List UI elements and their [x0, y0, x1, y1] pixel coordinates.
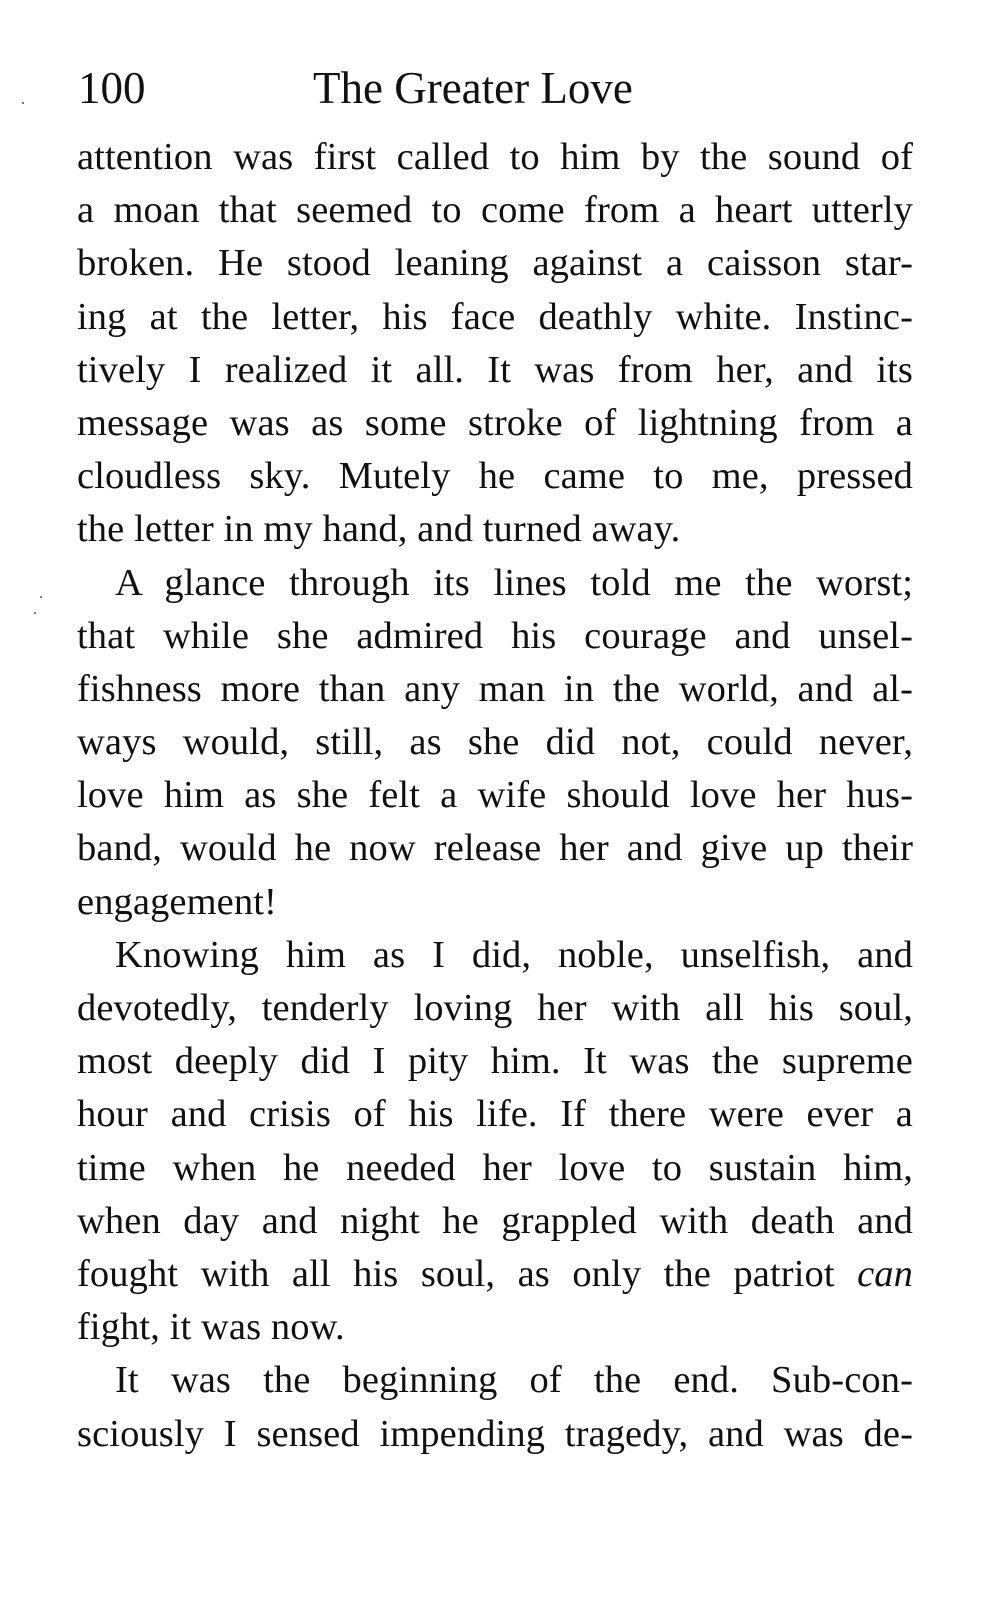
text-line: time when he needed her love to sustain him, — [77, 1146, 913, 1189]
text-line: ways would, still, as she did not, could never, — [77, 721, 913, 764]
text-line: attention was first called to him by the sound of — [77, 136, 913, 178]
text-line: It was the beginning of the end. Sub-con- — [115, 1359, 913, 1402]
text-line: engagement! — [77, 880, 277, 923]
text-line: fight, it was now. — [77, 1306, 345, 1349]
italic-word: can — [857, 1252, 913, 1295]
text-line: band, would he now release her and give up their — [77, 827, 913, 870]
text-line: A glance through its lines told me the worst; — [115, 561, 913, 604]
text-line: the letter in my hand, and turned away. — [77, 508, 681, 551]
text-line: Knowing him as I did, noble, unselfish, and — [115, 933, 913, 976]
paragraph-4 — [77, 1354, 913, 1460]
body-text — [77, 131, 913, 1461]
text-line-with-italic — [77, 1248, 913, 1301]
text-line: most deeply did I pity him. It was the supreme — [77, 1040, 913, 1083]
scan-speck — [34, 612, 36, 614]
text-line: a moan that seemed to come from a heart utterly — [77, 189, 913, 232]
book-title: The Greater Love — [313, 63, 633, 113]
text-line: devotedly, tenderly loving her with all his soul, — [77, 987, 913, 1029]
text-line: hour and crisis of his life. If there were ever a — [77, 1093, 913, 1136]
scan-speck — [40, 596, 42, 598]
text-line: that while she admired his courage and unsel- — [77, 614, 913, 657]
text-line: tively I realized it all. It was from her, and its — [77, 348, 913, 391]
page-number: 100 — [78, 63, 146, 113]
paragraph-2 — [77, 557, 913, 929]
paragraph-3 — [77, 929, 913, 1355]
text-segment: fought with all his soul, as only the patriot — [77, 1252, 835, 1295]
text-line: ing at the letter, his face deathly white. Instinc- — [77, 295, 913, 338]
text-line: cloudless sky. Mutely he came to me, pressed — [77, 455, 913, 498]
text-line: sciously I sensed impending tragedy, and was de- — [77, 1412, 913, 1455]
text-line: broken. He stood leaning against a caisson star- — [77, 242, 913, 285]
text-line: love him as she felt a wife should love her hus- — [77, 774, 913, 817]
running-head — [78, 58, 908, 118]
text-line: when day and night he grappled with death and — [77, 1199, 913, 1242]
paragraph-1 — [77, 131, 913, 557]
text-line: fishness more than any man in the world, and al- — [77, 667, 913, 710]
scan-speck — [22, 102, 24, 104]
text-line: message was as some stroke of lightning from a — [77, 401, 913, 444]
